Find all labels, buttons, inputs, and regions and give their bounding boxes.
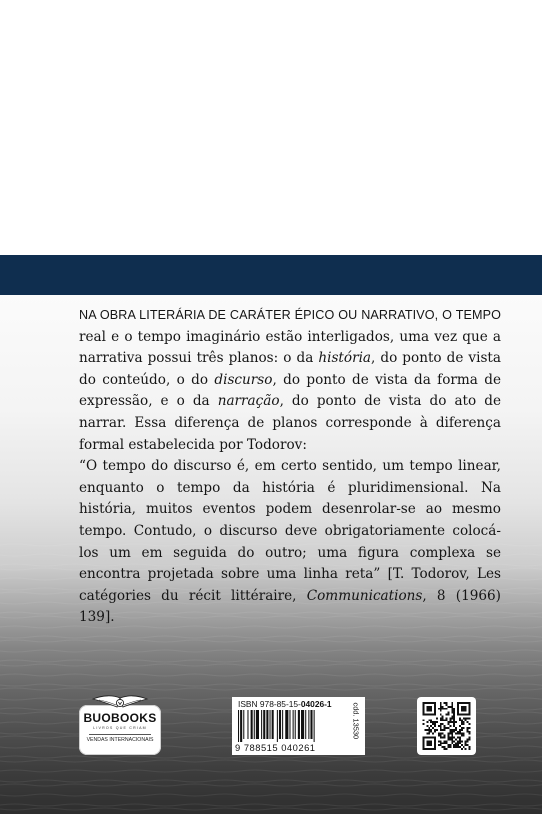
qr-module [451, 733, 453, 735]
navy-band [0, 255, 542, 295]
qr-module [461, 733, 463, 735]
qr-module [459, 733, 461, 735]
wave-line [0, 784, 542, 786]
qr-module [440, 714, 442, 716]
qr-module [440, 733, 442, 735]
barcode-bar [305, 710, 306, 739]
qr-module [426, 721, 428, 723]
qr-module [461, 744, 463, 746]
qr-module [428, 727, 430, 729]
barcode-bar [238, 710, 239, 742]
qr-module [434, 725, 436, 727]
qr-module [444, 748, 446, 750]
qr-module [455, 746, 457, 748]
qr-module [442, 723, 444, 725]
qr-module [446, 714, 448, 716]
p1-narracao: narração [217, 393, 280, 410]
qr-module [442, 737, 444, 739]
qr-module [432, 727, 434, 729]
top-white-area [0, 0, 542, 255]
qr-module [447, 737, 449, 739]
qr-module [446, 704, 448, 706]
qr-module [455, 742, 457, 744]
barcode-digits: 9 788515 040261 [235, 742, 316, 753]
qr-module [467, 727, 469, 729]
qr-module [449, 706, 451, 708]
p1-discurso: discurso [214, 371, 273, 388]
qr-module [434, 723, 436, 725]
qr-module [436, 717, 438, 719]
qr-module [434, 731, 436, 733]
qr-code [417, 697, 476, 755]
qr-module [459, 725, 461, 727]
quote-journal: Communications [306, 587, 423, 604]
qr-code-icon [422, 702, 471, 750]
qr-module [467, 717, 469, 719]
qr-module [440, 735, 442, 737]
qr-module [428, 719, 430, 721]
qr-module [442, 746, 444, 748]
isbn-suffix: 04026-1 [300, 699, 332, 709]
qr-module [447, 727, 449, 729]
qr-module [423, 719, 425, 721]
qr-module [451, 710, 453, 712]
qr-module [459, 717, 461, 719]
qr-module [444, 746, 446, 748]
qr-module [438, 740, 440, 742]
wave-line [0, 760, 542, 762]
qr-module [438, 735, 440, 737]
qr-module [436, 729, 438, 731]
qr-module [453, 710, 455, 712]
barcode-bar [279, 710, 281, 739]
qr-module [457, 733, 459, 735]
qr-module [461, 721, 463, 723]
qr-module [432, 723, 434, 725]
quote-text: “O tempo do discurso é, em certo sentido, um tempo linear, enquanto o tempo da história é pluridimensional. Na história, muitos eventos podem desenrolar-se ao mesmo tempo. Contudo, o discurso deve obrigatoriamente colocá-los um em seguida do outro; uma figura complexa se encontra projetada sobre uma linha reta” [T. Todorov, Les catégories du récit littéraire, [79, 458, 501, 604]
qr-module [444, 725, 446, 727]
qr-module [453, 715, 455, 717]
p1-text-b: , do ponto de vista do conteúdo, o do [79, 350, 501, 388]
p1-historia: história [318, 350, 372, 367]
qr-module [453, 708, 455, 710]
qr-module [469, 731, 471, 733]
qr-module [451, 704, 453, 706]
barcode-bar [266, 710, 268, 739]
qr-module [440, 717, 442, 719]
qr-module [467, 744, 469, 746]
qr-module [469, 748, 471, 750]
qr-module [449, 733, 451, 735]
qr-module [430, 729, 432, 731]
barcode-bar [243, 710, 244, 739]
qr-module [453, 725, 455, 727]
barcode-bar [293, 710, 294, 739]
qr-module [447, 744, 449, 746]
qr-module [444, 742, 446, 744]
paragraph-lead: NA OBRA LITERÁRIA DE CARÁTER ÉPICO OU NARRATIVO, O TEMPO [79, 308, 501, 322]
qr-module [453, 714, 455, 716]
qr-module [469, 738, 471, 740]
qr-module [449, 746, 451, 748]
qr-module [426, 729, 428, 731]
qr-module [432, 721, 434, 723]
qr-module [438, 725, 440, 727]
qr-module [465, 742, 467, 744]
qr-module [440, 727, 442, 729]
qr-module [444, 727, 446, 729]
qr-module [442, 717, 444, 719]
qr-module [453, 731, 455, 733]
qr-module [446, 740, 448, 742]
qr-module [440, 719, 442, 721]
qr-module [459, 731, 461, 733]
barcode-bar [263, 710, 265, 739]
qr-module [447, 721, 449, 723]
qr-module [459, 740, 461, 742]
qr-module [461, 748, 463, 750]
qr-module [440, 742, 442, 744]
qr-module [453, 729, 455, 731]
barcode-bar [289, 710, 290, 739]
logo-subtitle: VENDAS INTERNACIONAIS [86, 737, 154, 743]
qr-module [440, 740, 442, 742]
qr-module [438, 744, 440, 746]
qr-module [451, 721, 453, 723]
qr-module [444, 737, 446, 739]
qr-module [451, 708, 453, 710]
cdd-code [350, 702, 361, 751]
quote-end: , 8 (1966) 139]. [79, 587, 501, 626]
qr-module [440, 729, 442, 731]
qr-module [453, 712, 455, 714]
qr-module [465, 740, 467, 742]
qr-module [446, 719, 448, 721]
qr-module [469, 717, 471, 719]
qr-module [451, 715, 453, 717]
isbn-prefix: ISBN 978-85-15- [238, 699, 301, 709]
cdd-text: cdd. 13530 [351, 702, 361, 740]
qr-module [449, 737, 451, 739]
wave-line [0, 640, 542, 642]
barcode-bar [254, 710, 255, 739]
qr-module [442, 729, 444, 731]
qr-module [440, 744, 442, 746]
wave-line [0, 808, 542, 810]
qr-module [455, 727, 457, 729]
qr-module [463, 733, 465, 735]
qr-module [465, 719, 467, 721]
qr-module [426, 740, 432, 746]
qr-module [451, 737, 453, 739]
p1-text-c: , do ponto de vista da forma de expressão, e o da [79, 371, 501, 410]
qr-module [453, 723, 455, 725]
qr-module [434, 729, 436, 731]
qr-module [430, 725, 432, 727]
qr-module [446, 748, 448, 750]
qr-module [461, 723, 463, 725]
qr-module [461, 740, 463, 742]
qr-module [457, 740, 459, 742]
back-cover-text [79, 305, 501, 629]
qr-module [457, 746, 459, 748]
qr-module [444, 735, 446, 737]
barcode-bar [277, 710, 278, 742]
wing-crest-icon [91, 695, 149, 709]
qr-module [440, 706, 442, 708]
qr-module [451, 717, 453, 719]
barcode-bar [310, 710, 312, 739]
qr-module [438, 733, 440, 735]
qr-module [453, 740, 455, 742]
qr-module [442, 715, 444, 717]
qr-module [451, 735, 453, 737]
qr-module [426, 706, 432, 712]
qr-module [467, 731, 469, 733]
qr-module [467, 738, 469, 740]
qr-module [455, 721, 457, 723]
wave-line [0, 780, 542, 782]
qr-module [446, 717, 448, 719]
qr-module [461, 729, 463, 731]
qr-module [469, 723, 471, 725]
qr-module [449, 731, 451, 733]
qr-module [463, 721, 465, 723]
qr-module [444, 708, 446, 710]
qr-module [446, 708, 448, 710]
qr-module [459, 719, 461, 721]
qr-module [469, 733, 471, 735]
qr-module [432, 733, 434, 735]
qr-module [449, 729, 451, 731]
qr-module [455, 733, 457, 735]
intro-paragraph [79, 305, 501, 456]
qr-module [457, 731, 459, 733]
wave-line [0, 664, 542, 666]
qr-module [449, 744, 451, 746]
qr-module [451, 702, 453, 704]
qr-module [449, 725, 451, 727]
qr-module [444, 740, 446, 742]
qr-module [426, 725, 428, 727]
barcode-bar [282, 710, 283, 739]
qr-module [457, 742, 459, 744]
qr-module [449, 717, 451, 719]
wave-line [0, 650, 542, 652]
logo-divider [89, 734, 151, 735]
wave-line [0, 684, 542, 686]
qr-module [453, 721, 455, 723]
qr-module [426, 733, 428, 735]
qr-module [459, 742, 461, 744]
qr-module [447, 712, 449, 714]
barcode-bar [298, 710, 300, 739]
qr-module [428, 731, 430, 733]
qr-module [428, 733, 430, 735]
qr-module [461, 735, 463, 737]
wave-line [0, 636, 542, 638]
qr-module [457, 744, 459, 746]
qr-module [424, 729, 426, 731]
qr-module [449, 721, 451, 723]
qr-module [459, 746, 461, 748]
qr-module [444, 719, 446, 721]
barcode-bar [308, 710, 309, 739]
qr-module [463, 735, 465, 737]
qr-module [455, 744, 457, 746]
qr-module [465, 744, 467, 746]
barcode-bar [285, 710, 288, 739]
qr-module [467, 721, 469, 723]
qr-module [440, 723, 442, 725]
qr-module [428, 729, 430, 731]
qr-module [447, 738, 449, 740]
qr-module [440, 710, 442, 712]
qr-module [467, 729, 469, 731]
barcode-bar [314, 710, 315, 742]
qr-module [440, 704, 442, 706]
barcode-bar [247, 710, 248, 739]
qr-module [440, 725, 442, 727]
qr-module [451, 740, 453, 742]
qr-module [463, 723, 465, 725]
wave-line [0, 688, 542, 690]
qr-module [461, 727, 463, 729]
p1-text-d: , do ponto de vista do ato de narrar. Essa diferença de planos corresponde à diferença formal estabelecida por Todorov: [79, 393, 501, 453]
isbn-number [238, 699, 332, 709]
qr-module [447, 714, 449, 716]
qr-module [459, 729, 461, 731]
qr-module [438, 708, 440, 710]
qr-module [451, 706, 453, 708]
qr-module [442, 742, 444, 744]
qr-module [453, 719, 455, 721]
qr-module [447, 706, 449, 708]
qr-module [444, 702, 446, 704]
qr-module [469, 737, 471, 739]
qr-module [436, 721, 438, 723]
qr-module [447, 733, 449, 735]
qr-module [453, 717, 455, 719]
barcode-bar [301, 710, 304, 739]
qr-module [453, 744, 455, 746]
qr-module [451, 729, 453, 731]
qr-module [453, 746, 455, 748]
quote-paragraph [79, 456, 501, 629]
qr-module [451, 712, 453, 714]
qr-module [430, 731, 432, 733]
qr-module [440, 702, 442, 704]
logo-brand: BUOBOOKS [83, 711, 157, 725]
qr-module [442, 719, 444, 721]
qr-module [444, 729, 446, 731]
qr-module [446, 702, 448, 704]
qr-module [430, 721, 432, 723]
qr-module [465, 748, 467, 750]
qr-module [447, 746, 449, 748]
qr-module [469, 746, 471, 748]
logo-tagline: LIVROS QUE CRIAM [93, 726, 147, 730]
qr-module [440, 708, 442, 710]
qr-module [455, 738, 457, 740]
qr-module [442, 706, 444, 708]
qr-module [465, 717, 467, 719]
qr-module [442, 733, 444, 735]
qr-module [451, 731, 453, 733]
qr-module [459, 738, 461, 740]
barcode-bar [261, 710, 262, 739]
wave-line [0, 756, 542, 758]
qr-module [446, 742, 448, 744]
qr-module [463, 746, 465, 748]
qr-module [455, 729, 457, 731]
qr-module [447, 723, 449, 725]
qr-module [463, 727, 465, 729]
qr-module [457, 737, 459, 739]
barcode-bars-icon [238, 710, 346, 742]
qr-module [459, 737, 461, 739]
wave-line [0, 674, 542, 676]
qr-module [451, 742, 453, 744]
qr-module [423, 723, 425, 725]
qr-module [449, 719, 451, 721]
wave-line [0, 660, 542, 662]
wave-line [0, 804, 542, 806]
qr-module [449, 738, 451, 740]
qr-module [453, 737, 455, 739]
barcode-bar [295, 710, 296, 739]
qr-module [469, 727, 471, 729]
qr-module [463, 717, 465, 719]
qr-module [446, 727, 448, 729]
qr-module [451, 738, 453, 740]
qr-module [447, 735, 449, 737]
wave-line [0, 794, 542, 796]
publisher-logo [79, 695, 161, 755]
isbn-barcode [232, 697, 365, 755]
wave-line [0, 770, 542, 772]
barcode-bar [256, 710, 259, 739]
barcode-bar [240, 710, 242, 742]
qr-module [461, 719, 463, 721]
p1-text-a: real e o tempo imaginário estão interligados, uma vez que a narrativa possui três planos: o da [79, 328, 501, 367]
qr-module [467, 740, 469, 742]
qr-module [440, 737, 442, 739]
qr-module [461, 706, 467, 712]
qr-module [434, 721, 436, 723]
barcode-bar [251, 710, 253, 739]
barcode-bar [270, 710, 271, 739]
qr-module [442, 708, 444, 710]
barcode-bar [272, 710, 274, 739]
qr-module [430, 719, 432, 721]
